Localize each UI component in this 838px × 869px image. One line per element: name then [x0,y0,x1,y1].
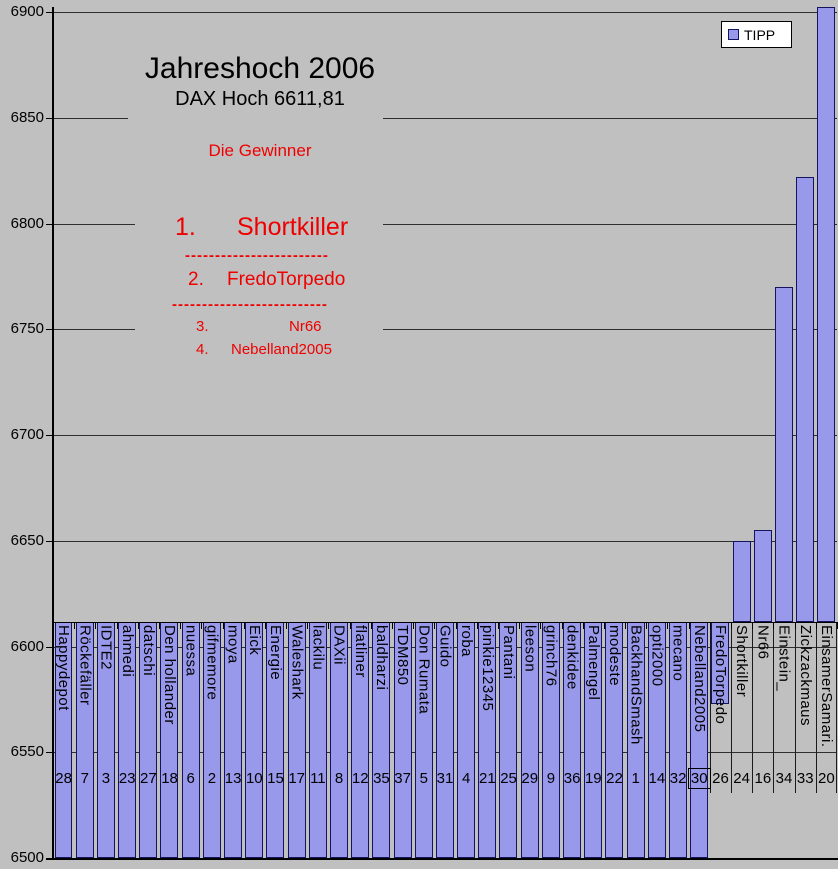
legend-series-marker-icon [728,29,739,40]
bar-Einstein_ [775,287,793,622]
participant-number: 27 [140,769,157,787]
winners-divider-2: -------------------------- [172,296,328,313]
participant-number: 36 [563,769,581,787]
gridline-6800 [383,224,837,225]
bar-Shortkiller [733,541,751,622]
y-axis-tick-label: 6550 [10,743,44,761]
category-label: baldharzi [373,624,391,690]
category-label: roba [457,624,475,657]
participant-number: 19 [584,769,602,787]
gridline-6800 [53,224,135,225]
category-label: Eick [245,624,263,655]
participant-number: 29 [521,769,539,787]
category-label: DAXii [330,624,348,665]
category-label: lackilu [309,624,327,670]
category-label: Energie [267,624,285,680]
participant-number: 8 [334,769,344,787]
category-label: Nr66 [754,624,772,660]
category-label: Shortkiller [733,624,751,697]
participant-number: 7 [80,769,89,787]
category-label: Nebelland2005 [690,624,708,732]
winner-4-rank: 4. [196,341,209,358]
category-axis-line [53,622,837,623]
category-label: EinsamerSamari. [817,624,835,748]
category-label: Palmengel [584,624,602,700]
category-label: ahmedi [118,624,136,677]
category-label: Waleshark [288,624,306,700]
participant-number [689,765,710,791]
participant-number: 9 [546,769,556,787]
y-axis-tick-label: 6500 [10,849,44,866]
category-label: FredoTorpedo [712,624,730,724]
participant-number: 35 [373,769,390,787]
winner-1-rank: 1. [175,213,196,241]
gridline-6700 [53,435,837,436]
winner-3-name: Nr66 [289,318,322,335]
category-label: gifmemore [203,624,221,700]
category-label: pinkie12345 [478,624,496,711]
category-label: TDM850 [394,624,412,686]
category-label: BackhandSmash [627,624,645,745]
bar-Zickzackmaus [796,177,814,622]
category-label: Den hollander [161,624,179,725]
participant-number: 16 [754,769,772,787]
participant-number: 17 [288,769,306,787]
participant-number: 24 [733,769,750,787]
participant-number: 12 [351,769,369,787]
winner-2-name: FredoTorpedo [227,269,346,290]
participant-number: 20 [818,769,835,787]
category-label: nuessa [182,624,200,676]
category-label: flatliner [351,624,369,678]
participant-number: 31 [436,769,454,787]
y-axis-tick-label: 6850 [10,108,44,126]
chart-title: Jahreshoch 2006 [144,52,376,85]
participant-number: 18 [161,769,178,787]
participant-number: 21 [479,769,496,787]
category-label: moya [224,624,242,664]
participant-number: 26 [712,769,729,787]
participant-number: 11 [310,769,326,787]
winner-3-rank: 3. [196,318,209,335]
participant-number: 10 [245,769,263,787]
participant-number: 23 [118,769,136,787]
y-axis-tick-label: 6650 [10,531,44,549]
gridline-6850 [53,118,128,119]
gridline-6900 [53,12,837,13]
participant-number: 28 [55,769,72,787]
category-label: Don Rumata [415,624,433,714]
x-baseline [46,858,838,860]
gridline-6650 [53,541,837,542]
participant-number: 22 [606,769,623,787]
category-label: modeste [606,624,624,686]
y-axis-tick-label: 6800 [10,214,44,232]
y-axis-tick-label: 6600 [10,637,44,655]
gridline-6750 [383,329,837,330]
winners-divider-1: ------------------------ [185,247,329,264]
legend [721,21,792,48]
category-label: datschi [139,624,157,676]
category-label: Röckefäller [76,624,94,706]
category-label: IDTE2 [97,624,115,670]
participant-number: 4 [462,769,471,787]
participant-number: 37 [394,769,411,787]
category-label: Guido [436,624,454,668]
gridline-6750 [53,329,135,330]
participant-number: 3 [101,769,111,787]
participant-number: 34 [775,769,793,787]
winner-2-rank: 2. [188,269,204,290]
winner-4-name: Nebelland2005 [231,341,332,358]
bar-EinsamerSamari. [817,7,835,622]
category-label: denkidee [563,624,581,690]
category-label: mecano [669,624,687,681]
gridline-6850 [383,118,837,119]
winner-1-name: Shortkiller [237,213,349,241]
participant-number-box: 30 [688,768,711,789]
bar-Nr66 [754,530,772,621]
category-label: opti2000 [648,624,666,687]
participant-number: 25 [500,769,517,787]
participant-number: 13 [224,769,242,787]
participant-number: 6 [186,769,195,787]
y-axis-tick-label: 6750 [10,320,44,338]
y-axis-tick-label: 6900 [10,3,44,20]
category-label: Zickzackmaus [796,624,814,726]
category-label: Einstein_ [775,624,793,691]
participant-number: 2 [207,769,217,787]
participant-number: 14 [648,769,666,787]
participant-number: 32 [669,769,687,787]
participant-number: 15 [267,769,284,787]
category-label: leeson [521,624,539,672]
legend-series-label: TIPP [744,26,776,43]
category-label: grinch76 [542,624,560,687]
y-axis-tick-label: 6700 [10,426,44,443]
chart-subtitle: DAX Hoch 6611,81 [175,88,345,110]
winners-heading: Die Gewinner [208,141,312,160]
participant-number: 1 [631,769,640,787]
participant-number: 5 [419,769,428,787]
participant-number: 33 [796,769,814,787]
category-label: Pantani [500,624,518,679]
category-label: Happydepot [55,624,73,711]
